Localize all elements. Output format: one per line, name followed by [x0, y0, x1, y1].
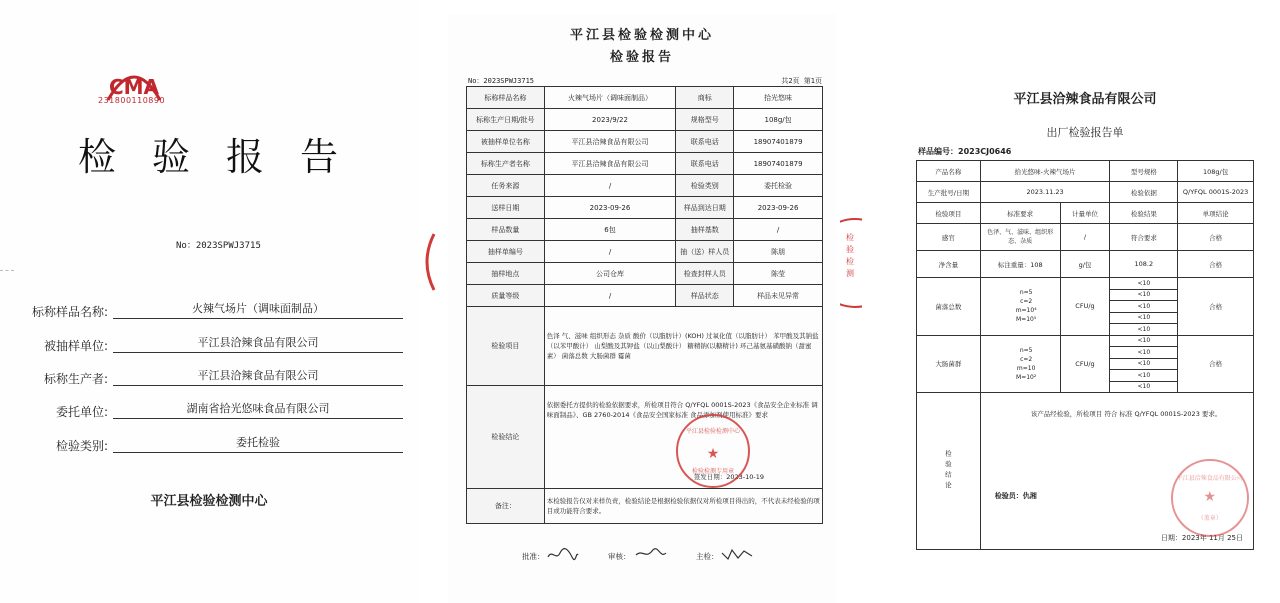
cover-field-value: 平江县洽辣食品有限公司	[113, 367, 403, 386]
factory-company: 平江县洽辣食品有限公司	[1013, 92, 1157, 107]
table-row	[467, 175, 823, 197]
field-label: 质量等级	[467, 285, 545, 307]
product-value: 拾光悠味-火辣气场片	[980, 161, 1110, 182]
report-page	[448, 14, 836, 603]
table-row	[467, 197, 823, 219]
column-header: 检验项目	[917, 203, 981, 224]
batch-value: 2023.11.23	[980, 182, 1110, 203]
table-row	[467, 489, 823, 524]
table-row	[467, 307, 823, 386]
factory-table	[916, 160, 1254, 550]
inspection-seal	[676, 414, 750, 488]
coliform-verdict: 合格	[1178, 335, 1254, 393]
sensory-req: 色泽、气、滋味、组织形态、杂质	[980, 224, 1060, 251]
basis-value: Q/YFQL 0001S-2023	[1178, 182, 1254, 203]
table-row	[467, 109, 823, 131]
column-header: 单项结论	[1178, 203, 1254, 224]
table-row	[467, 153, 823, 175]
field-label: 检验类别	[676, 175, 734, 197]
coliform-result: <10	[1110, 347, 1178, 359]
colony-result: <10	[1110, 289, 1178, 301]
column-header: 标准要求	[980, 203, 1060, 224]
spec-value: 108g/包	[1178, 161, 1254, 182]
colony-item: 菌落总数	[917, 278, 981, 336]
net-item: 净含量	[917, 251, 981, 278]
report-page-info: 共2页 第1页	[781, 77, 822, 85]
table-row	[917, 224, 1254, 251]
field-value: 18907401879	[734, 153, 823, 175]
table-row	[467, 219, 823, 241]
net-unit: g/包	[1060, 251, 1110, 278]
field-value: /	[544, 285, 676, 307]
field-value: 平江县洽辣食品有限公司	[544, 153, 676, 175]
column-header: 计量单位	[1060, 203, 1110, 224]
approver-label: 批准：	[522, 552, 545, 561]
colony-unit: CFU/g	[1060, 278, 1110, 336]
factory-conclusion-cell	[980, 393, 1253, 550]
basis-label: 检验依据	[1110, 182, 1178, 203]
cover-field-label: 委托单位:	[55, 405, 108, 419]
colony-result: <10	[1110, 324, 1178, 336]
seal-subtext: 检验检测专用章	[691, 468, 734, 475]
table-row	[917, 278, 1254, 290]
product-label: 产品名称	[917, 161, 981, 182]
cover-issuer: 平江县检验检测中心	[150, 494, 268, 509]
colony-result: <10	[1110, 312, 1178, 324]
field-label: 规格型号	[676, 109, 734, 131]
field-label: 送样日期	[467, 197, 545, 219]
table-row	[467, 241, 823, 263]
field-label: 联系电话	[676, 153, 734, 175]
coliform-result: <10	[1110, 381, 1178, 393]
coliform-item: 大肠菌群	[917, 335, 981, 393]
factory-date: 日期：2023年 11月 25日	[1160, 534, 1243, 542]
cover-page	[0, 0, 418, 603]
cover-report-no: No：2023SPWJ3715	[176, 241, 261, 251]
colony-verdict: 合格	[1178, 278, 1254, 336]
factory-title: 出厂检验报告单	[1046, 126, 1124, 139]
items-label: 检验项目	[467, 307, 545, 386]
cover-field-label: 标称样品名称:	[31, 305, 108, 319]
field-label: 样品数量	[467, 219, 545, 241]
cover-field-row	[0, 400, 418, 422]
field-value: 样品未见异常	[734, 285, 823, 307]
field-value: 2023/9/22	[544, 109, 676, 131]
sign-date: 签发日期：2023-10-19	[693, 473, 764, 481]
table-row	[917, 335, 1254, 347]
field-label: 样品状态	[676, 285, 734, 307]
field-label: 抽样地点	[467, 263, 545, 285]
report-table	[466, 86, 823, 524]
cover-field-value: 平江县洽辣食品有限公司	[113, 334, 403, 353]
spec-label: 型号规格	[1110, 161, 1178, 182]
factory-conclusion-label: 检验结论	[917, 393, 981, 550]
factory-sample-no: 样品编号：2023CJ0646	[918, 147, 1012, 156]
field-value: 2023-09-26	[734, 197, 823, 219]
field-value: 火辣气场片（调味面制品）	[544, 87, 676, 109]
cover-field-row	[0, 434, 418, 456]
cover-field-row	[0, 367, 418, 389]
field-value: 委托检验	[734, 175, 823, 197]
field-label: 抽样基数	[676, 219, 734, 241]
field-label: 抽（送）样人员	[676, 241, 734, 263]
report-header-title: 检验报告	[609, 50, 674, 65]
cover-field-label: 标称生产者:	[43, 372, 108, 386]
field-label: 样品到达日期	[676, 197, 734, 219]
table-row	[917, 161, 1254, 182]
field-value: /	[734, 219, 823, 241]
inspector-signature-icon	[720, 547, 754, 561]
report-number: No：2023SPWJ3715	[468, 77, 535, 85]
cover-field-label: 被抽样单位:	[43, 339, 108, 353]
batch-label: 生产批号/日期	[917, 182, 981, 203]
field-value: 18907401879	[734, 131, 823, 153]
remark-label: 备注：	[467, 489, 545, 524]
cover-field-value: 火辣气场片（调味面制品）	[113, 300, 403, 319]
table-header-row	[917, 203, 1254, 224]
factory-seal-subtext: （盖章）	[1197, 515, 1222, 522]
factory-inspector: 检验员：仇湘	[994, 492, 1037, 500]
coliform-result: <10	[1110, 358, 1178, 370]
seal-star-icon: ★	[706, 446, 720, 462]
edge-seal	[840, 218, 862, 308]
coliform-result: <10	[1110, 335, 1178, 347]
field-value: 公司仓库	[544, 263, 676, 285]
factory-seal	[1171, 459, 1249, 537]
remark-text: 本检验报告仅对来样负责，检验结论是根据检验依据仅对所检项目得出的，不代表未经检验的项目或功能符合要求。	[544, 489, 822, 524]
field-label: 商标	[676, 87, 734, 109]
cover-field-row	[0, 334, 418, 356]
table-row	[917, 182, 1254, 203]
sensory-item: 感官	[917, 224, 981, 251]
sensory-result: 符合要求	[1110, 224, 1178, 251]
cma-number: 231800110890	[98, 96, 166, 105]
seal-star-icon: ★	[1203, 489, 1217, 505]
table-row	[917, 251, 1254, 278]
conclusion-label: 检验结论	[467, 386, 545, 489]
field-value: /	[544, 175, 676, 197]
seal-text: 平江县检验检测中心	[685, 428, 740, 435]
field-label: 标称生产者名称	[467, 153, 545, 175]
net-result: 108.2	[1110, 251, 1178, 278]
reviewer-signature-icon	[634, 547, 668, 561]
colony-req: n=5 c=2 m=10⁴ M=10⁵	[980, 278, 1060, 336]
edge-seal-text: 检验检测	[846, 233, 854, 278]
sensory-unit: /	[1060, 224, 1110, 251]
field-value: /	[544, 241, 676, 263]
net-verdict: 合格	[1178, 251, 1254, 278]
colony-result: <10	[1110, 301, 1178, 313]
cover-field-label: 检验类别:	[55, 439, 108, 453]
cover-field-value: 委托检验	[113, 434, 403, 453]
factory-page	[904, 76, 1266, 581]
table-row	[467, 285, 823, 307]
field-value: 108g/包	[734, 109, 823, 131]
field-label: 联系电话	[676, 131, 734, 153]
inspector-label: 主检：	[696, 552, 719, 561]
approver-signature-icon	[546, 547, 580, 561]
field-value: 平江县洽辣食品有限公司	[544, 131, 676, 153]
field-label: 抽样单编号	[467, 241, 545, 263]
field-value: 陈朋	[734, 241, 823, 263]
table-row	[467, 263, 823, 285]
report-header-org: 平江县检验检测中心	[569, 28, 714, 43]
field-value: 6包	[544, 219, 676, 241]
field-value: 拾光悠味	[734, 87, 823, 109]
coliform-unit: CFU/g	[1060, 335, 1110, 393]
field-value: 陈莹	[734, 263, 823, 285]
items-text: 色泽 气、滋味 组织形态 杂质 酸价（以脂肪计）(KOH) 过氧化值（以脂肪计） 苯甲酸及其钠盐（以苯甲酸计） 山梨酸及其钾盐（以山梨酸计） 糖精钠(以糖精计) 环己基氨基磺酸钠（甜蜜素） 菌落总数 大肠菌群 霉菌	[544, 307, 822, 386]
crease-line	[0, 270, 14, 271]
coliform-req: n=5 c=2 m=10 M=10²	[980, 335, 1060, 393]
reviewer-label: 审核：	[608, 552, 631, 561]
sensory-verdict: 合格	[1178, 224, 1254, 251]
coliform-result: <10	[1110, 370, 1178, 382]
colony-result: <10	[1110, 278, 1178, 290]
table-row	[467, 87, 823, 109]
field-label: 被抽样单位名称	[467, 131, 545, 153]
conclusion-text: 依据委托方提供的检验依据要求，所检项目符合 Q/YFQL 0001S-2023《食品安全企业标准 调味面制品》、GB 2760-2014《食品安全国家标准 食品添加剂使用标准》要求	[546, 401, 818, 419]
table-row	[467, 131, 823, 153]
field-label: 标称生产日期/批号	[467, 109, 545, 131]
column-header: 检验结果	[1110, 203, 1178, 224]
field-label: 检查封样人员	[676, 263, 734, 285]
factory-seal-text: 平江县洽辣食品有限公司	[1176, 475, 1243, 482]
field-label: 任务来源	[467, 175, 545, 197]
cma-logo-text: CMA	[108, 75, 160, 99]
table-row	[917, 393, 1254, 550]
field-label: 标称样品名称	[467, 87, 545, 109]
cover-field-value: 湖南省拾光悠味食品有限公司	[113, 400, 403, 419]
cover-title: 检验报告	[78, 135, 375, 179]
field-value: 2023-09-26	[544, 197, 676, 219]
seal-fragment-left	[416, 232, 438, 292]
factory-conclusion-text: 该产品经检验，所检项目 符合 标准 Q/YFQL 0001S-2023 要求。	[1030, 410, 1222, 418]
net-req: 标注重量：108	[980, 251, 1060, 278]
table-row	[467, 386, 823, 489]
cover-field-row	[0, 300, 418, 322]
